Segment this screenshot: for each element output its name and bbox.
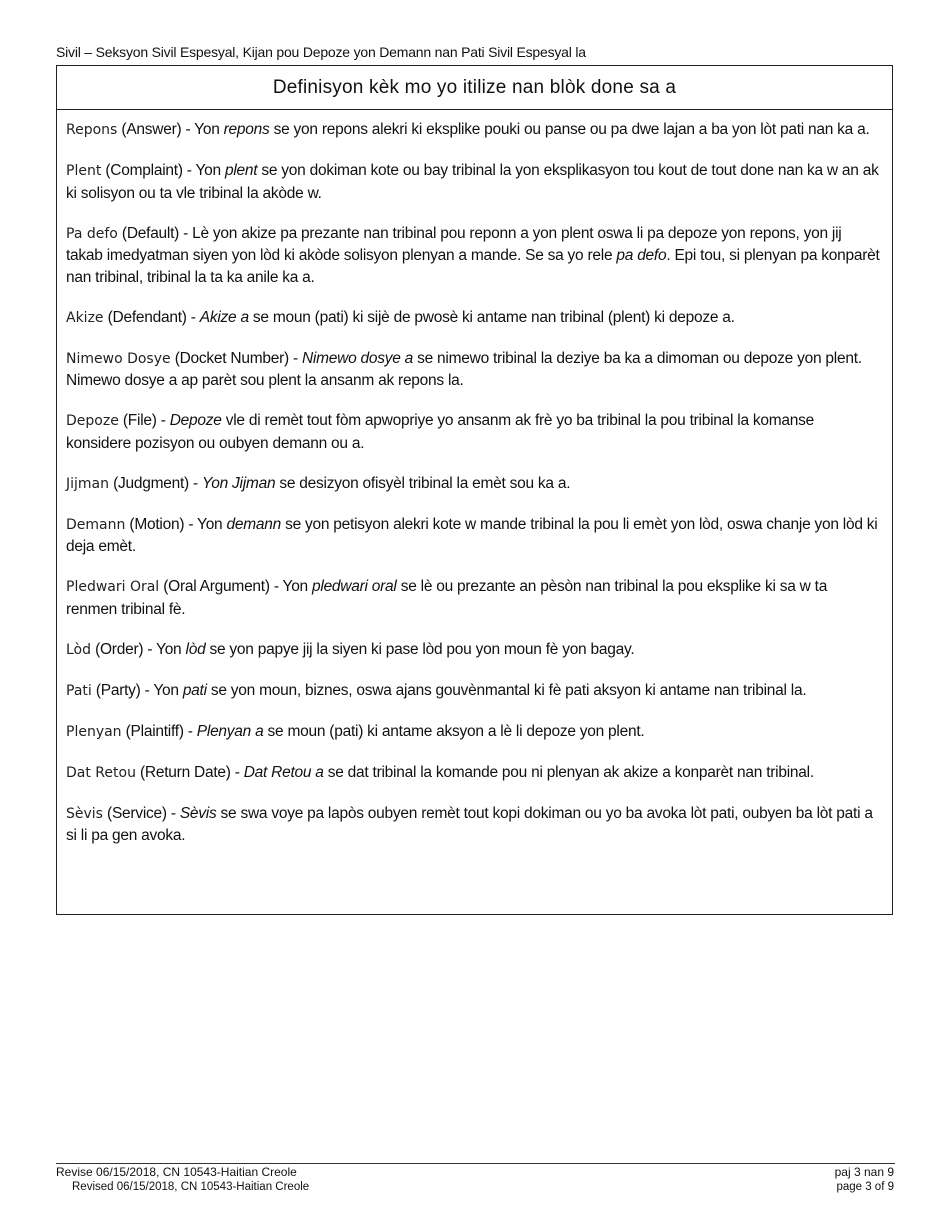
definition-text: se nimewo tribinal la deziye ba ka a dimoman ou depoze yon plent. Nimewo dosye a ap parèt sou plent la ansanm ak repons la.	[66, 349, 862, 389]
footer-revision-ht: Revise 06/15/2018, CN 10543-Haitian Creole	[56, 1165, 297, 1179]
definition-term: Repons	[66, 122, 118, 138]
definition-oral-argument	[66, 576, 882, 620]
definition-term: Pledwari Oral	[66, 579, 160, 595]
definition-judgment	[66, 473, 882, 496]
definition-defendant	[66, 307, 882, 330]
definition-pre: - Yon	[269, 578, 312, 595]
definition-return-date	[66, 762, 882, 785]
definition-key: Nimewo dosye a	[301, 349, 414, 367]
footer-revision	[56, 1165, 309, 1195]
definition-english: (Defendant)	[107, 308, 187, 326]
definition-pre: - Yon	[182, 162, 225, 179]
definition-file	[66, 410, 882, 454]
definition-text: . Epi tou, si plenyan pa konparèt nan tribinal, tribinal la ta ka anile ka a.	[66, 247, 880, 286]
definition-text: se lè ou prezante an pèsòn nan tribinal la pou eksplike ki sa w ta renmen tribinal fè.	[66, 578, 828, 618]
definition-pre: -	[188, 474, 202, 492]
definition-english: (Return Date)	[140, 763, 231, 781]
definition-english: (Oral Argument)	[163, 578, 270, 595]
definition-term: Lòd	[66, 641, 92, 658]
definition-english: (Motion)	[129, 515, 185, 533]
definition-key: demann	[226, 515, 282, 533]
definition-key: pa defo	[616, 247, 667, 264]
definition-english: (Complaint)	[105, 162, 183, 179]
definition-term: Dat Retou	[66, 764, 136, 781]
definition-pre: - Yon	[184, 515, 227, 533]
definition-pre: - Yon	[143, 640, 186, 658]
definition-key: Yon Jijman	[202, 474, 276, 492]
definition-default	[66, 223, 882, 289]
definition-pre: -	[156, 412, 170, 429]
definitions-title: Definisyon kèk mo yo itilize nan blòk done sa a	[57, 66, 892, 110]
definition-english: (Order)	[95, 640, 144, 658]
definition-order	[66, 639, 882, 662]
definition-pre: -	[288, 349, 302, 367]
definition-english: (Docket Number)	[174, 349, 289, 367]
definition-pre: - Lè yon akize pa prezante nan tribinal pou reponn a yon plent oswa li pa depoze yon repons, yon jij takab imedyatman siyen yon lòd ki akòde solisyon plenyan a mande. Se sa yo rele	[66, 224, 842, 264]
definition-key: Sèvis	[179, 804, 217, 822]
definition-key: pati	[182, 681, 207, 699]
definition-text: se dat tribinal la komande pou ni plenyan ak akize a konparèt nan tribinal.	[323, 763, 814, 781]
definition-english: (Answer)	[121, 121, 182, 138]
definition-text: se yon moun, biznes, oswa ajans gouvènmantal ki fè pati aksyon ki antame nan tribinal la.	[206, 681, 807, 699]
definition-text: se yon papye jij la siyen ki pase lòd pou yon moun fè yon bagay.	[205, 640, 635, 658]
page-header: Sivil – Seksyon Sivil Espesyal, Kijan pou Depoze yon Demann nan Pati Sivil Espesyal la	[56, 44, 586, 60]
footer-page-number	[835, 1165, 894, 1195]
definition-service	[66, 803, 882, 847]
definition-term: Sèvis	[66, 805, 103, 822]
definition-party	[66, 680, 882, 703]
definition-term: Pati	[66, 682, 92, 699]
definition-text: vle di remèt tout fòm apwopriye yo ansanm ak frè yo ba tribinal la pou tribinal la komanse konsidere pozisyon ou oubyen demann ou a.	[66, 412, 815, 452]
definition-text: se moun (pati) ki antame aksyon a lè li depoze yon plent.	[263, 722, 645, 740]
definition-term: Plenyan	[66, 723, 122, 740]
definition-pre: - Yon	[181, 121, 224, 138]
definition-key: plent	[224, 162, 258, 179]
definition-motion	[66, 514, 882, 558]
definition-pre: -	[230, 763, 244, 781]
definition-pre: -	[186, 308, 200, 326]
definition-key: Depoze	[169, 412, 222, 429]
definition-term: Akize	[66, 309, 104, 326]
definition-english: (Judgment)	[113, 474, 189, 492]
definition-term: Plent	[66, 163, 102, 179]
definitions-list	[57, 110, 892, 847]
definition-term: Nimewo Dosye	[66, 350, 171, 367]
definition-english: (File)	[122, 412, 157, 429]
definition-english: (Service)	[107, 804, 167, 822]
definition-pre: - Yon	[140, 681, 183, 699]
footer-page-ht: paj 3 nan 9	[834, 1165, 894, 1179]
definition-text: se swa voye pa lapòs oubyen remèt tout kopi dokiman ou yo ba avoka lòt pati, oubyen ba lòt pati a si li pa gen avoka.	[66, 804, 873, 844]
definition-key: repons	[223, 121, 270, 138]
definition-key: pledwari oral	[312, 578, 397, 595]
definitions-box	[56, 65, 893, 915]
definition-complaint	[66, 160, 882, 204]
definition-key: lòd	[185, 640, 206, 658]
definition-pre: -	[183, 722, 197, 740]
definition-key: Akize a	[199, 308, 249, 326]
footer-revision-en: Revised 06/15/2018, CN 10543-Haitian Creole	[72, 1181, 310, 1193]
definition-answer	[66, 119, 882, 142]
definition-plaintiff	[66, 721, 882, 744]
definition-term: Demann	[66, 516, 126, 533]
definition-text: se yon dokiman kote ou bay tribinal la yon eksplikasyon tou kout de tout done nan ka w an ak ki solisyon ou ta vle tribinal la akòde w.	[66, 162, 879, 202]
definition-english: (Plaintiff)	[125, 722, 184, 740]
definition-docket-number	[66, 348, 882, 392]
definition-term: Depoze	[66, 413, 119, 429]
definition-term: Pa defo	[66, 225, 118, 242]
definition-term: Jijman	[66, 475, 109, 492]
definition-text: se yon repons alekri ki eksplike pouki ou panse ou pa dwe lajan a ba yon lòt pati nan ka a.	[269, 121, 870, 138]
footer-divider	[56, 1163, 895, 1164]
definition-english: (Default)	[121, 224, 180, 242]
definition-english: (Party)	[95, 681, 141, 699]
definition-key: Dat Retou a	[243, 763, 324, 781]
definition-pre: -	[166, 804, 180, 822]
definition-text: se moun (pati) ki sijè de pwosè ki antame nan tribinal (plent) ki depoze a.	[248, 308, 735, 326]
definition-text: se desizyon ofisyèl tribinal la emèt sou ka a.	[275, 474, 571, 492]
footer-page-en: page 3 of 9	[836, 1181, 894, 1193]
definition-key: Plenyan a	[196, 722, 264, 740]
definition-text: se yon petisyon alekri kote w mande tribinal la pou li emèt yon lòd, oswa chanje yon lòd ki deja emèt.	[66, 515, 878, 555]
